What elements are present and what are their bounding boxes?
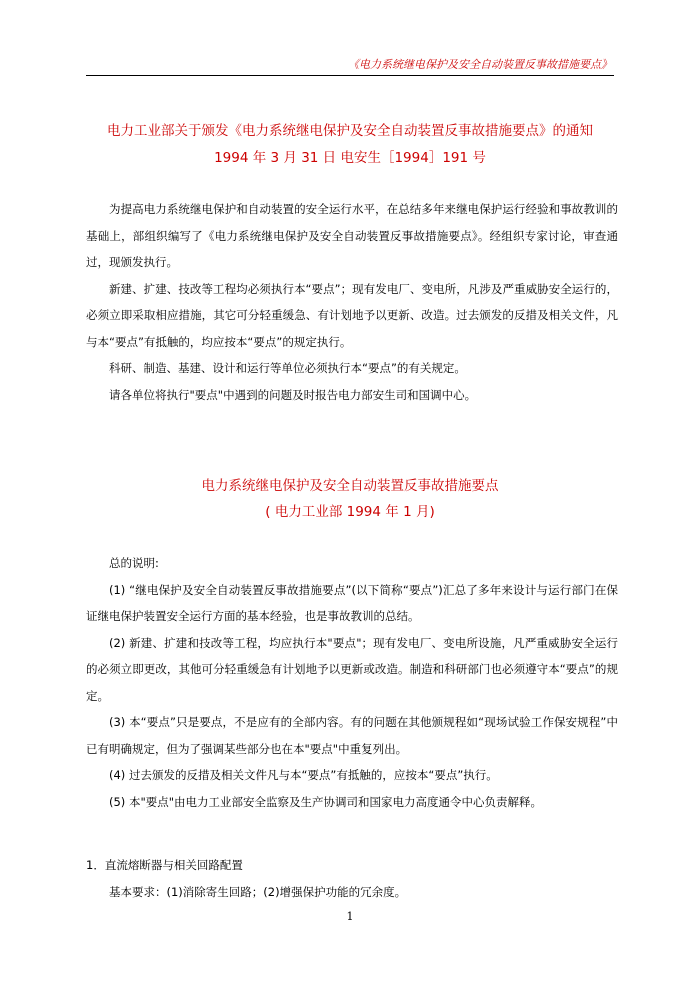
document-subtitle: ( 电力工业部 1994 年 1 月)	[265, 504, 435, 520]
notice-paragraph: 请各单位将执行"要点"中遇到的问题及时报告电力部安生司和国调中心。	[109, 387, 477, 402]
notice-paragraph: 新建、扩建、技改等工程均必须执行本“要点”；现有发电厂、变电所，凡涉及严重威胁安全运行的，必须立即采取相应措施，其它可分轻重缓急、有计划地予以更新、改造。过去颁发的反措及相关文件，凡与本“要点”有抵触的，均应按本“要点”的规定执行。	[86, 281, 618, 349]
general-item: (4) 过去颁发的反措及相关文件凡与本“要点”有抵触的，应按本“要点”执行。	[109, 768, 498, 782]
page-number: 1	[346, 910, 354, 923]
general-heading: 总的说明:	[109, 556, 159, 570]
section-requirement: 基本要求：(1)消除寄生回路；(2)增强保护功能的冗余度。	[109, 885, 407, 899]
general-item: (3) 本“要点”只是要点，不是应有的全部内容。有的问题在其他颁规程如“现场试验工作保安规程”中已有明确规定，但为了强调某些部分也在本"要点"中重复列出。	[86, 715, 618, 756]
notice-paragraph: 为提高电力系统继电保护和自动装置的安全运行水平，在总结多年来继电保护运行经验和事故教训的基础上，部组织编写了《电力系统继电保护及安全自动装置反事故措施要点》。经组织专家讨论，审查通过，现颁发执行。	[86, 202, 618, 269]
general-description	[86, 550, 618, 815]
notice-subtitle: 1994 年 3 月 31 日 电安生［1994］191 号	[214, 150, 486, 166]
notice-title: 电力工业部关于颁发《电力系统继电保护及安全自动装置反事故措施要点》的通知	[107, 123, 593, 139]
general-item: (1) “继电保护及安全自动装置反事故措施要点”(以下简称“要点”)汇总了多年来设计与运行部门在保证继电保护装置安全运行方面的基本经验，也是事故教训的总结。	[86, 582, 618, 623]
section-heading: 1．直流熔断器与相关回路配置	[86, 858, 243, 872]
header-divider	[86, 75, 614, 76]
running-header: 《电力系统继电保护及安全自动装置反事故措施要点》	[348, 58, 612, 71]
notice-body	[86, 196, 618, 408]
general-item: (5) 本"要点"由电力工业部安全监察及生产协调司和国家电力高度通令中心负责解释。	[109, 794, 543, 809]
notice-paragraph: 科研、制造、基建、设计和运行等单位必须执行本“要点”的有关规定。	[109, 361, 466, 375]
general-item: (2) 新建、扩建和技改等工程，均应执行本"要点"；现有发电厂、变电所设施，凡严重威胁安全运行的必须立即更改，其他可分轻重缓急有计划地予以更新或改造。制造和科研部门也必须遵守本“要点”的规定。	[86, 635, 618, 703]
document-title: 电力系统继电保护及安全自动装置反事故措施要点	[201, 478, 499, 494]
